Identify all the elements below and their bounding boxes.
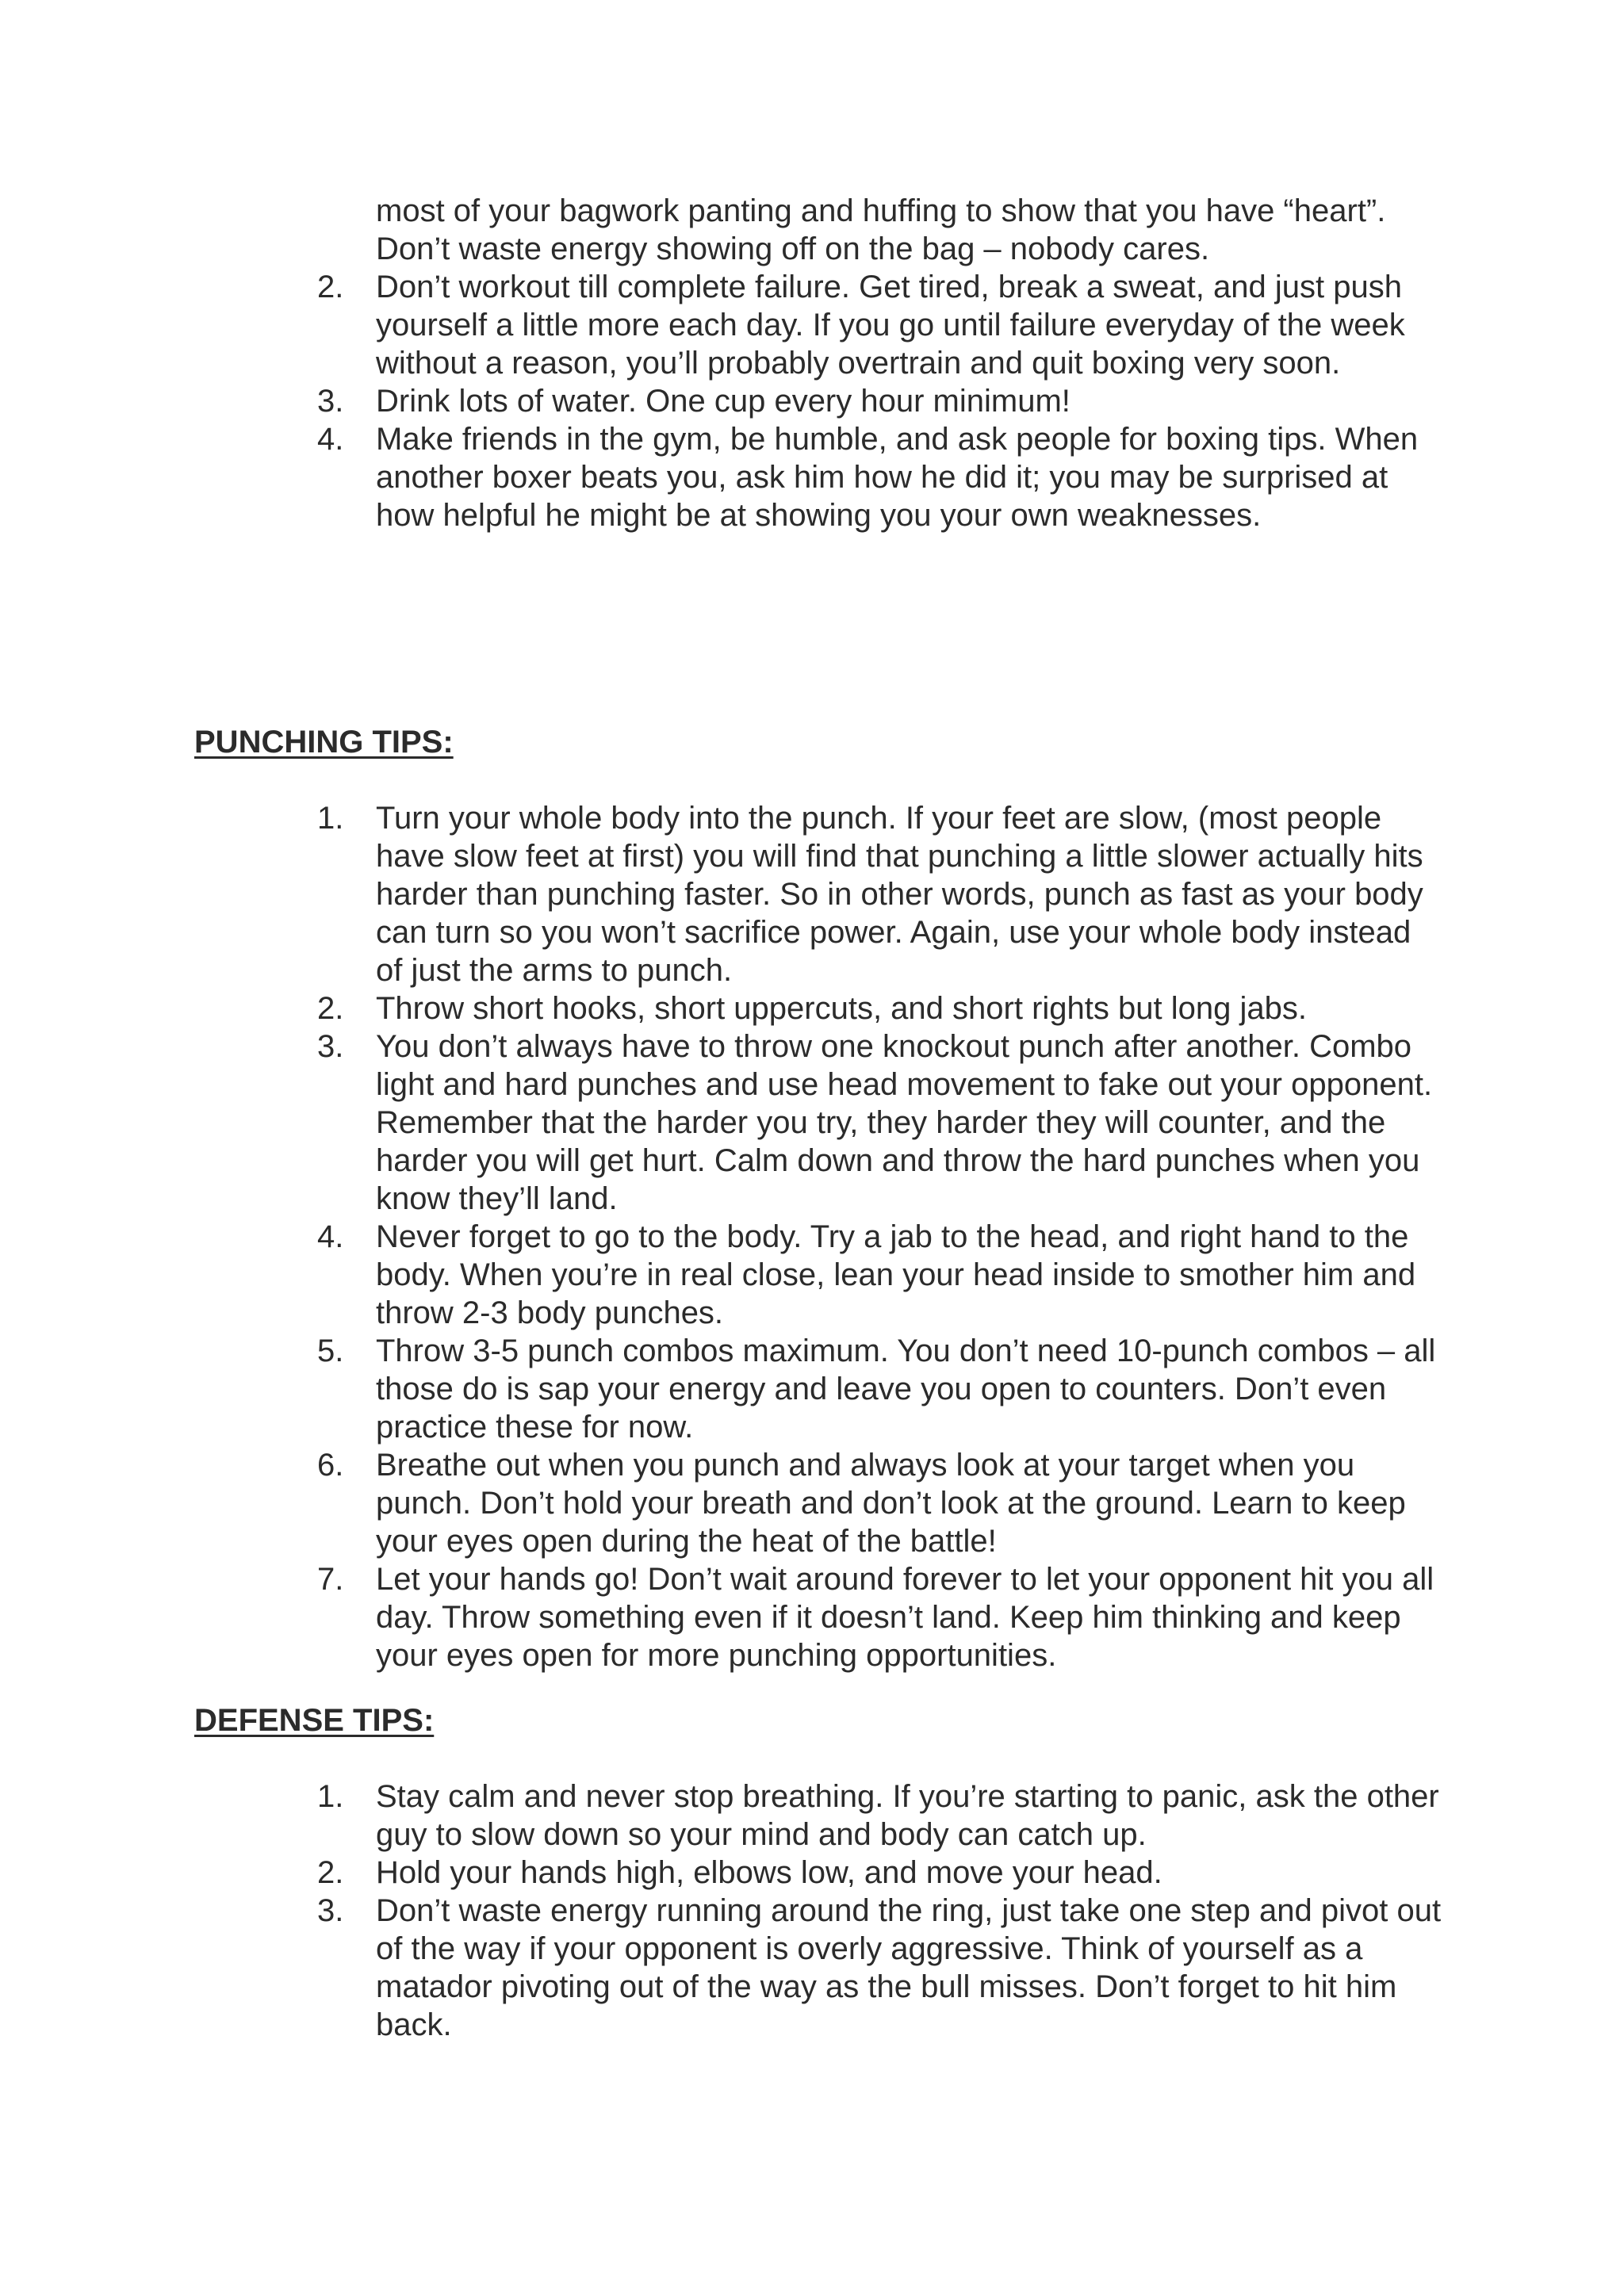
list-item [317, 1892, 1443, 2044]
list-item-number: 1. [317, 801, 344, 836]
punching-tips-list [317, 799, 1443, 1674]
list-item-continued [317, 192, 1443, 268]
list-item-number: 6. [317, 1448, 344, 1483]
list-item [317, 1446, 1443, 1560]
list-item-text: Let your hands go! Don’t wait around forever to let your opponent hit you all day. Throw something even if it doesn’t land. Keep him thinking and keep your eyes open for more punching opportunities. [376, 1562, 1434, 1673]
list-item [317, 989, 1443, 1027]
list-item-number: 3. [317, 384, 344, 419]
list-item-text: Don’t workout till complete failure. Get tired, break a sweat, and just push yourself a little more each day. If you go until failure everyday of the week without a reason, you’ll probably overtrain and quit boxing very soon. [376, 270, 1405, 381]
list-item-number: 3. [317, 1029, 344, 1064]
list-item-text: Hold your hands high, elbows low, and move your head. [376, 1855, 1162, 1890]
list-item [317, 420, 1443, 534]
list-item-number: 4. [317, 422, 344, 457]
list-item [317, 1854, 1443, 1892]
list-item-text: Drink lots of water. One cup every hour minimum! [376, 384, 1071, 419]
list-item-text: Throw 3-5 punch combos maximum. You don’t need 10-punch combos – all those do is sap your energy and leave you open to counters. Don’t even practice these for now. [376, 1334, 1436, 1445]
list-item-text: most of your bagwork panting and huffing to show that you have “heart”. Don’t waste energy showing off on the bag – nobody cares. [376, 193, 1386, 266]
list-item [317, 1332, 1443, 1446]
list-item-text: Make friends in the gym, be humble, and ask people for boxing tips. When another boxer beats you, ask him how he did it; you may be surprised at how helpful he might be at showing you your own weaknesses. [376, 422, 1419, 533]
list-item-number: 5. [317, 1334, 344, 1368]
list-item [317, 268, 1443, 382]
list-item [317, 1777, 1443, 1854]
list-item [317, 1218, 1443, 1332]
list-item-number: 3. [317, 1893, 344, 1928]
list-item [317, 799, 1443, 989]
list-item-text: Turn your whole body into the punch. If your feet are slow, (most people have slow feet at first) you will find that punching a little slower actually hits harder than punching faster. So in other words, punch as fast as your body can turn so you won’t sacrifice power. Again, use your whole body instead of just the arms to punch. [376, 801, 1423, 988]
list-item-text: Throw short hooks, short uppercuts, and short rights but long jabs. [376, 991, 1307, 1026]
list-item [317, 382, 1443, 420]
list-item-text: Stay calm and never stop breathing. If you’re starting to panic, ask the other guy to slow down so your mind and body can catch up. [376, 1779, 1439, 1852]
training-tips-list-continued [317, 192, 1443, 534]
list-item-number: 2. [317, 991, 344, 1026]
defense-tips-heading: DEFENSE TIPS: [194, 1703, 435, 1738]
list-item-text: Breathe out when you punch and always look at your target when you punch. Don’t hold your breath and don’t look at the ground. Learn to keep your eyes open during the heat of the battle! [376, 1448, 1406, 1559]
list-item-number: 2. [317, 1855, 344, 1890]
defense-tips-list [317, 1777, 1443, 2044]
list-item-number: 4. [317, 1219, 344, 1254]
list-item [317, 1560, 1443, 1674]
list-item-number: 7. [317, 1562, 344, 1597]
list-item-text: Don’t waste energy running around the ring, just take one step and pivot out of the way if your opponent is overly aggressive. Think of yourself as a matador pivoting out of the way as the bull misses. Don’t forget to hit him back. [376, 1893, 1442, 2042]
list-item-number: 2. [317, 270, 344, 304]
list-item-text: Never forget to go to the body. Try a jab to the head, and right hand to the body. When you’re in real close, lean your head inside to smother him and throw 2-3 body punches. [376, 1219, 1416, 1330]
list-item-text: You don’t always have to throw one knockout punch after another. Combo light and hard punches and use head movement to fake out your opponent. Remember that the harder you try, they harder they will counter, and the harder you will get hurt. Calm down and throw the hard punches when you know they’ll land. [376, 1029, 1433, 1216]
punching-tips-heading: PUNCHING TIPS: [194, 725, 454, 760]
list-item-number: 1. [317, 1779, 344, 1814]
list-item [317, 1027, 1443, 1218]
